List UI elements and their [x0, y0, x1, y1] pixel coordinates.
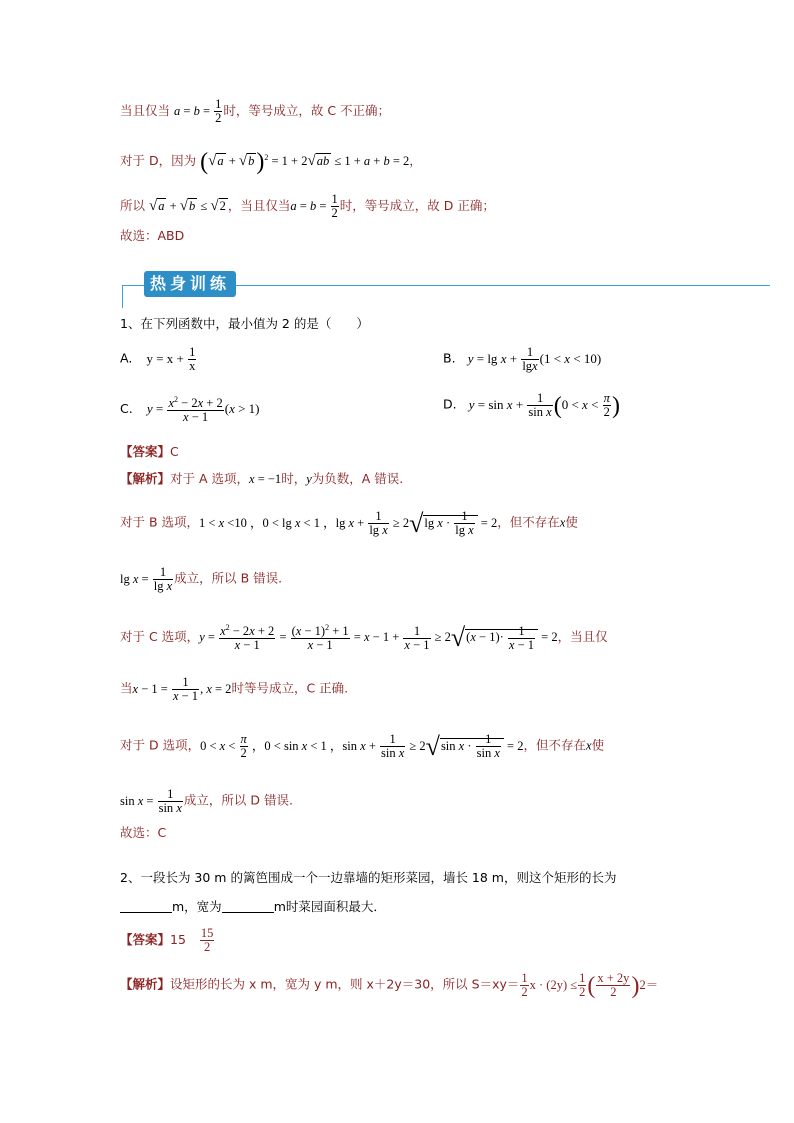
- q1-analysis-c1: 对于 C 选项，y = $\frac{x^2 - 2x + 2}{x - 1}$ = $\frac{(x - 1)^2 + 1}{x - 1}$ = x − 1 + $\frac{1}{x - 1}$ ≥ 2√(x − 1)· $\frac{1}{x - 1}$ = 2，当且仅: [120, 623, 608, 653]
- q1-option-d: D. y = sin x + $\frac{1}{\text{sin x}}$ (0 < x < $\frac{\pi}{2}$ ): [443, 391, 620, 420]
- q2-answer: 【答案】15 $\frac{15}{2}$: [120, 926, 214, 955]
- q1-analysis-d1: 对于 D 选项，0 < x < $\frac{\pi}{2}$ ，0 < sin x < 1 ，sin x + $\frac{1}{\text{sin x}}$ ≥ 2√sin x · $\frac{1}{\text{sin x}}$ = 2，但不存在x使: [120, 731, 605, 761]
- q1-analysis-a: 【解析】对于 A 选项，x = −1时，y为负数，A 错误.: [120, 471, 404, 486]
- q1-option-b: B. y = lg x + $\frac{1}{\lg x}$ (1 < x < 10): [443, 345, 602, 374]
- answer-blank-length: [120, 899, 172, 913]
- q1-analysis-c2: 当x − 1 = $\frac{1}{x - 1}$ , x = 2时等号成立，C 正确.: [120, 675, 349, 704]
- q1-stem: 1、在下列函数中，最小值为 2 的是（ ）: [120, 316, 369, 331]
- q2-stem-line-1: 2、一段长为 30 m 的篱笆围成一个一边靠墙的矩形菜园，墙长 18 m，则这个矩形的长为: [120, 870, 617, 885]
- q2-stem-line-2: m，宽为 m时菜园面积最大．: [120, 899, 386, 914]
- q1-answer: 【答案】C: [120, 444, 179, 459]
- header-rule: [220, 285, 770, 286]
- header-rule-vertical: [122, 285, 123, 308]
- q1-option-a: A. y = x + $\frac{1}{x}$: [120, 345, 196, 374]
- intro-line-2: 对于 D，因为 $(√a + √b)^2 = 1 + 2√ab \le 1 + a + b = 2$，: [120, 149, 422, 175]
- header-rule-left: [122, 285, 144, 286]
- section-title: 热身训练: [144, 271, 236, 297]
- q1-analysis-b1: 对于 B 选项，1 < x <10 ，0 < lg x < 1 ，lg x + $\frac{1}{\text{lg x}}$ ≥ 2√lg x · $\frac{1}{\text{lg x}}$ = 2，但不存在x使: [120, 508, 578, 538]
- q1-option-c: C. y = $\frac{x^2 - 2x + 2}{x - 1}$ (x > 1): [120, 395, 260, 425]
- answer-blank-width: [222, 899, 274, 913]
- q1-analysis-d2: sin x = $\frac{1}{\text{sin x}}$ 成立，所以 D 错误.: [120, 787, 293, 816]
- q1-choice: 故选：C: [120, 825, 167, 840]
- intro-line-4: 故选：ABD: [120, 228, 185, 243]
- q1-analysis-b2: lg x = $\frac{1}{\text{lg x}}$ 成立，所以 B 错误.: [120, 565, 283, 594]
- q2-analysis: 【解析】设矩形的长为 x m，宽为 y m，则 x＋2y＝30，所以 S＝xy＝ $\frac{1}{2}$ x · (2y) ≤ $\frac{1}{2}$ ( $\frac{x + 2y}{2}$ )2＝: [120, 971, 659, 1000]
- section-header: [120, 268, 770, 308]
- intro-line-3: 所以 √a + √b ≤ √2 ，当且仅当a = b = $\frac{1}{2}$ 时，等号成立，故 D 正确；: [120, 192, 495, 221]
- intro-line-1: 当且仅当 a = b = $\frac{1}{2}$ 时，等号成立，故 C 不正确；: [120, 97, 391, 126]
